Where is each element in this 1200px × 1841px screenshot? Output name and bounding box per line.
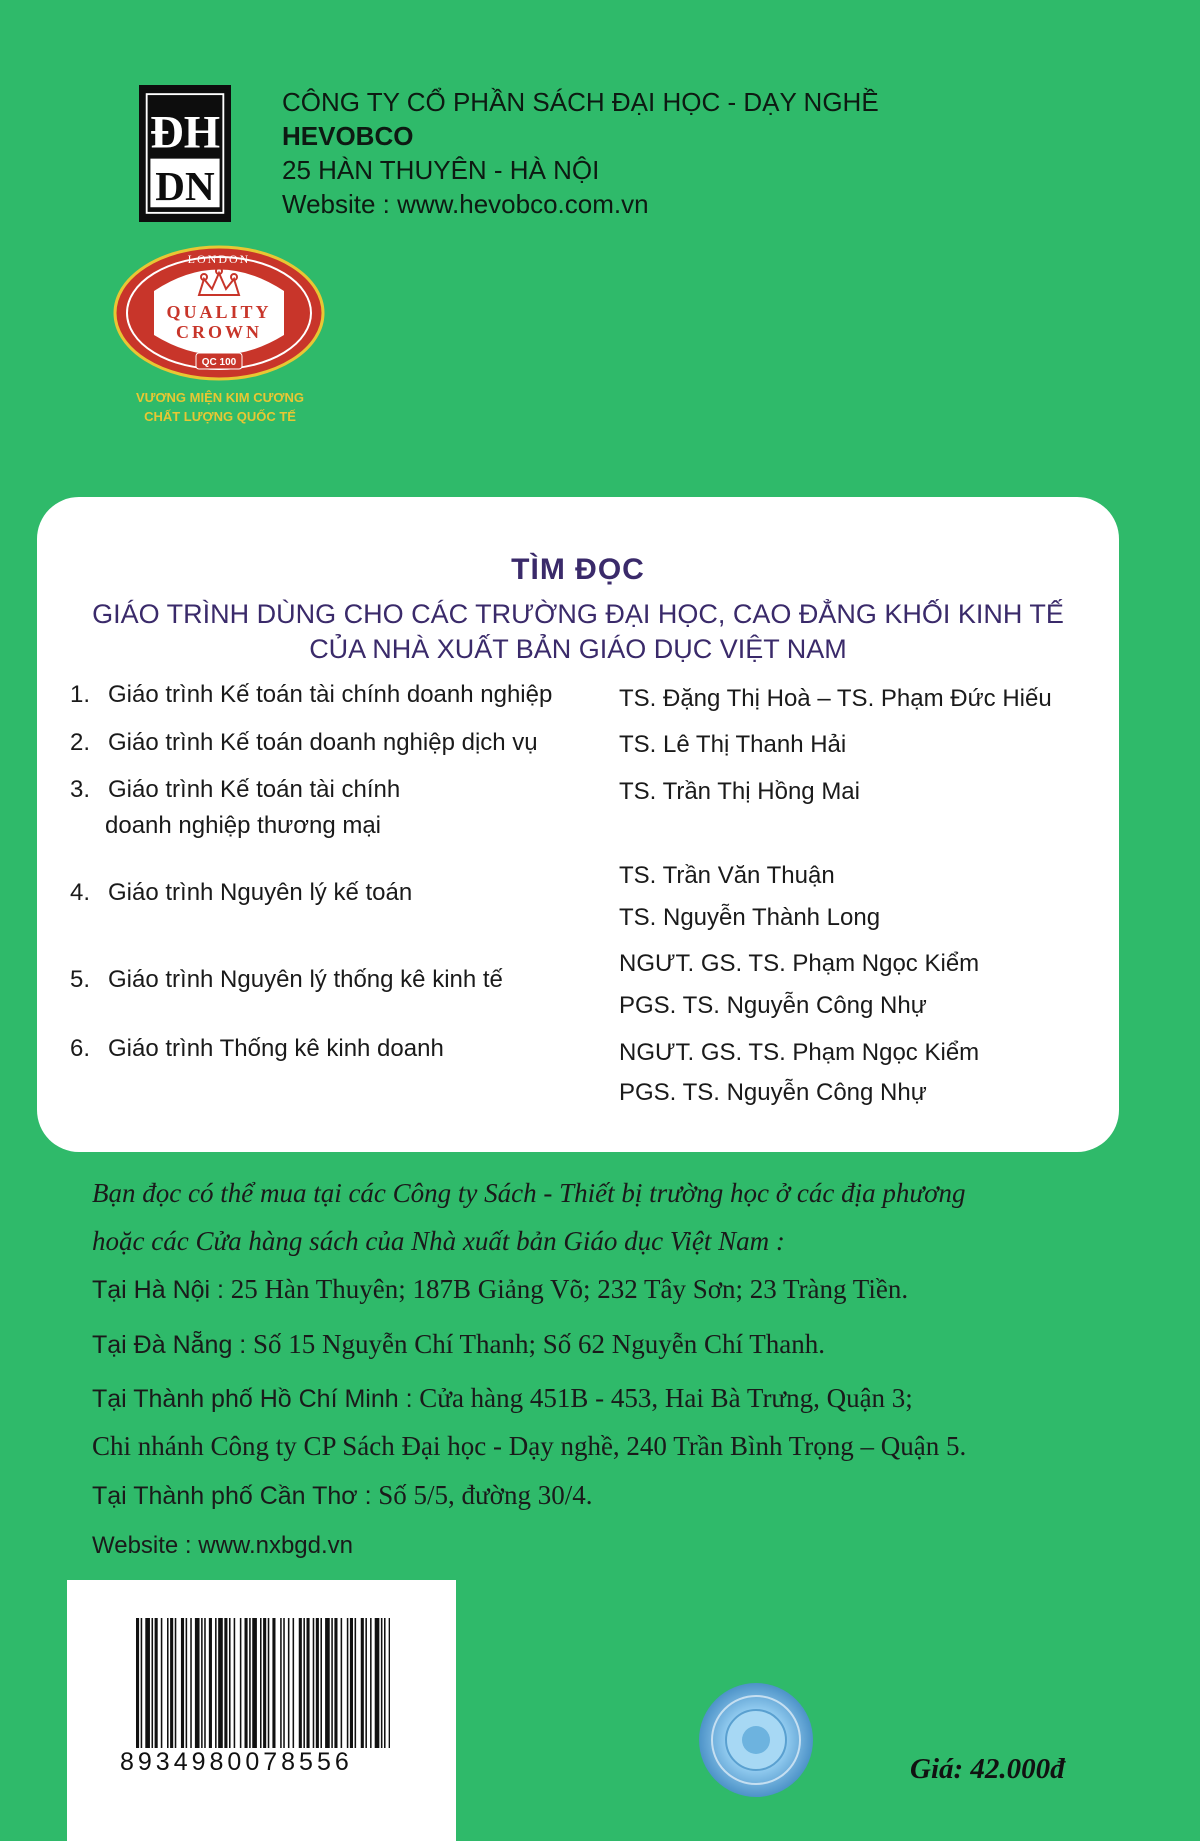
seal-badge: QC 100 (201, 357, 237, 368)
hologram-seal-icon (697, 1681, 815, 1799)
book-1-author: TS. Đặng Thị Hoà – TS. Phạm Đức Hiếu (619, 685, 1052, 712)
book-5-number: 5. (70, 966, 91, 993)
publisher-short-name: HEVOBCO (282, 121, 414, 151)
barcode-bar (268, 1618, 270, 1748)
stores-hanoi-address: 25 Hàn Thuyên; 187B Giảng Võ; 232 Tây Sơn; 23 Tràng Tiền. (230, 1274, 909, 1304)
barcode-bar (234, 1618, 236, 1748)
book-6-author-2: PGS. TS. Nguyễn Công Nhự (619, 1079, 927, 1106)
barcode-bar (252, 1618, 257, 1748)
seal-caption-2: CHẤT LƯỢNG QUỐC TẾ (144, 409, 296, 424)
barcode-bar (152, 1618, 154, 1748)
barcode-bar (313, 1618, 315, 1748)
barcode-bar (181, 1618, 184, 1748)
hologram-sticker (697, 1681, 815, 1799)
barcode-bar (307, 1618, 310, 1748)
book-4-author-1: TS. Trần Văn Thuận (619, 862, 835, 889)
book-4-title: Giáo trình Nguyên lý kế toán (108, 879, 413, 906)
barcode-bar (204, 1618, 206, 1748)
publisher-logo (139, 85, 231, 222)
seal-caption-1: VƯƠNG MIỆN KIM CƯƠNG (136, 390, 304, 405)
barcode-bar (272, 1618, 275, 1748)
barcode-bar (186, 1618, 188, 1748)
book-3-title-line1: Giáo trình Kế toán tài chính (108, 776, 401, 803)
barcode-icon (136, 1618, 390, 1748)
stores-cantho (92, 1478, 592, 1513)
barcode-bar (293, 1618, 295, 1748)
book-5-author-1: NGƯT. GS. TS. Phạm Ngọc Kiểm (619, 950, 980, 977)
stores-danang-address: Số 15 Nguyễn Chí Thanh; Số 62 Nguyễn Chí Thanh. (253, 1329, 825, 1359)
barcode-bar (365, 1618, 367, 1748)
stores-branch: Chi nhánh Công ty CP Sách Đại học - Dạy nghề, 240 Trần Bình Trọng – Quận 5. (92, 1431, 967, 1461)
barcode-bar (218, 1618, 223, 1748)
barcode-bar (331, 1618, 333, 1748)
stores-website: Website : www.nxbgd.vn (92, 1532, 354, 1559)
publisher-address: 25 HÀN THUYÊN - HÀ NỘI (282, 155, 600, 185)
barcode-bar (201, 1618, 203, 1748)
book-6-number: 6. (70, 1035, 91, 1062)
panel-title: TÌM ĐỌC (511, 553, 645, 586)
barcode-bar (375, 1618, 380, 1748)
barcode-bar (370, 1618, 372, 1748)
book-3-title-line2: doanh nghiệp thương mại (105, 812, 381, 839)
book-2-number: 2. (70, 729, 91, 756)
stores-danang (92, 1327, 825, 1362)
barcode-bar (136, 1618, 139, 1748)
barcode-bar (334, 1618, 337, 1748)
barcode-bar (341, 1618, 343, 1748)
seal-top-text: LONDON (187, 252, 251, 266)
stores-cantho-address: Số 5/5, đường 30/4. (378, 1480, 593, 1510)
stores-hanoi (92, 1272, 908, 1307)
barcode-bar (145, 1618, 150, 1748)
book-1-title: Giáo trình Kế toán tài chính doanh nghiệp (108, 681, 553, 708)
barcode-bar (384, 1618, 386, 1748)
barcode-bar (280, 1618, 282, 1748)
book-1-number: 1. (70, 681, 91, 708)
barcode-bar (347, 1618, 349, 1748)
book-5-title: Giáo trình Nguyên lý thống kê kinh tế (108, 966, 503, 993)
barcode-bar (381, 1618, 383, 1748)
book-6-author-1: NGƯT. GS. TS. Phạm Ngọc Kiểm (619, 1039, 980, 1066)
barcode-bar (325, 1618, 330, 1748)
stores-intro-2: hoặc các Cửa hàng sách của Nhà xuất bản Giáo dục Việt Nam : (92, 1226, 785, 1256)
barcode-bar (167, 1618, 169, 1748)
barcode-bar (283, 1618, 285, 1748)
barcode-bar (141, 1618, 143, 1748)
barcode-bar (175, 1618, 177, 1748)
barcode-bar (155, 1618, 158, 1748)
quality-crown-seal (112, 243, 327, 383)
publisher-website: Website : www.hevobco.com.vn (282, 189, 649, 219)
stores-hanoi-label: Tại Hà Nội : (92, 1276, 224, 1304)
panel-subtitle-2: CỦA NHÀ XUẤT BẢN GIÁO DỤC VIỆT NAM (309, 634, 847, 664)
barcode-bar (240, 1618, 242, 1748)
seal-line2: CROWN (176, 322, 262, 342)
barcode-bar (350, 1618, 353, 1748)
barcode-bar (263, 1618, 266, 1748)
book-3-number: 3. (70, 776, 91, 803)
logo-letters-top: ĐH (149, 106, 221, 159)
barcode-bar (245, 1618, 248, 1748)
barcode-bar (303, 1618, 305, 1748)
stores-hcm-label: Tại Thành phố Hồ Chí Minh : (92, 1385, 413, 1413)
book-2-author: TS. Lê Thị Thanh Hải (619, 731, 847, 758)
barcode-bar (215, 1618, 217, 1748)
barcode-bar (224, 1618, 227, 1748)
barcode-bar (260, 1618, 262, 1748)
crown-seal-icon (112, 243, 327, 383)
barcode-bar (190, 1618, 192, 1748)
barcode-bar (288, 1618, 290, 1748)
book-2-title: Giáo trình Kế toán doanh nghiệp dịch vụ (108, 729, 538, 756)
barcode-bar (249, 1618, 251, 1748)
price-label: Giá: 42.000đ (910, 1753, 1065, 1785)
book-4-author-2: TS. Nguyễn Thành Long (619, 904, 881, 931)
stores-intro-1: Bạn đọc có thể mua tại các Công ty Sách - Thiết bị trường học ở các địa phương (92, 1178, 966, 1208)
stores-hcm-address: Cửa hàng 451B - 453, Hai Bà Trưng, Quận 3; (419, 1383, 913, 1413)
book-4-number: 4. (70, 879, 91, 906)
barcode-bar (229, 1618, 231, 1748)
barcode-bar (355, 1618, 357, 1748)
dhdn-logo-icon (142, 88, 228, 219)
barcode-bar (209, 1618, 212, 1748)
stores-hcm (92, 1381, 913, 1416)
barcode-bar (161, 1618, 163, 1748)
seal-line1: QUALITY (166, 302, 272, 322)
stores-cantho-label: Tại Thành phố Cần Thơ : (92, 1482, 372, 1510)
barcode-bar (195, 1618, 200, 1748)
book-5-author-2: PGS. TS. Nguyễn Công Nhự (619, 992, 927, 1019)
barcode-number: 8934980078556 (120, 1748, 353, 1776)
barcode-bar (316, 1618, 319, 1748)
barcode-bar (389, 1618, 390, 1748)
barcode-bar (320, 1618, 322, 1748)
barcode-bar (170, 1618, 173, 1748)
logo-letters-bottom: DN (155, 162, 215, 209)
barcode-bar (361, 1618, 364, 1748)
book-3-author: TS. Trần Thị Hồng Mai (619, 778, 860, 805)
book-6-title: Giáo trình Thống kê kinh doanh (108, 1035, 444, 1062)
stores-danang-label: Tại Đà Nẵng : (92, 1331, 247, 1359)
panel-subtitle-1: GIÁO TRÌNH DÙNG CHO CÁC TRƯỜNG ĐẠI HỌC, CAO ĐẲNG KHỐI KINH TẾ (92, 599, 1064, 629)
publisher-company: CÔNG TY CỔ PHẦN SÁCH ĐẠI HỌC - DẠY NGHỀ (282, 87, 879, 117)
barcode-bar (299, 1618, 302, 1748)
